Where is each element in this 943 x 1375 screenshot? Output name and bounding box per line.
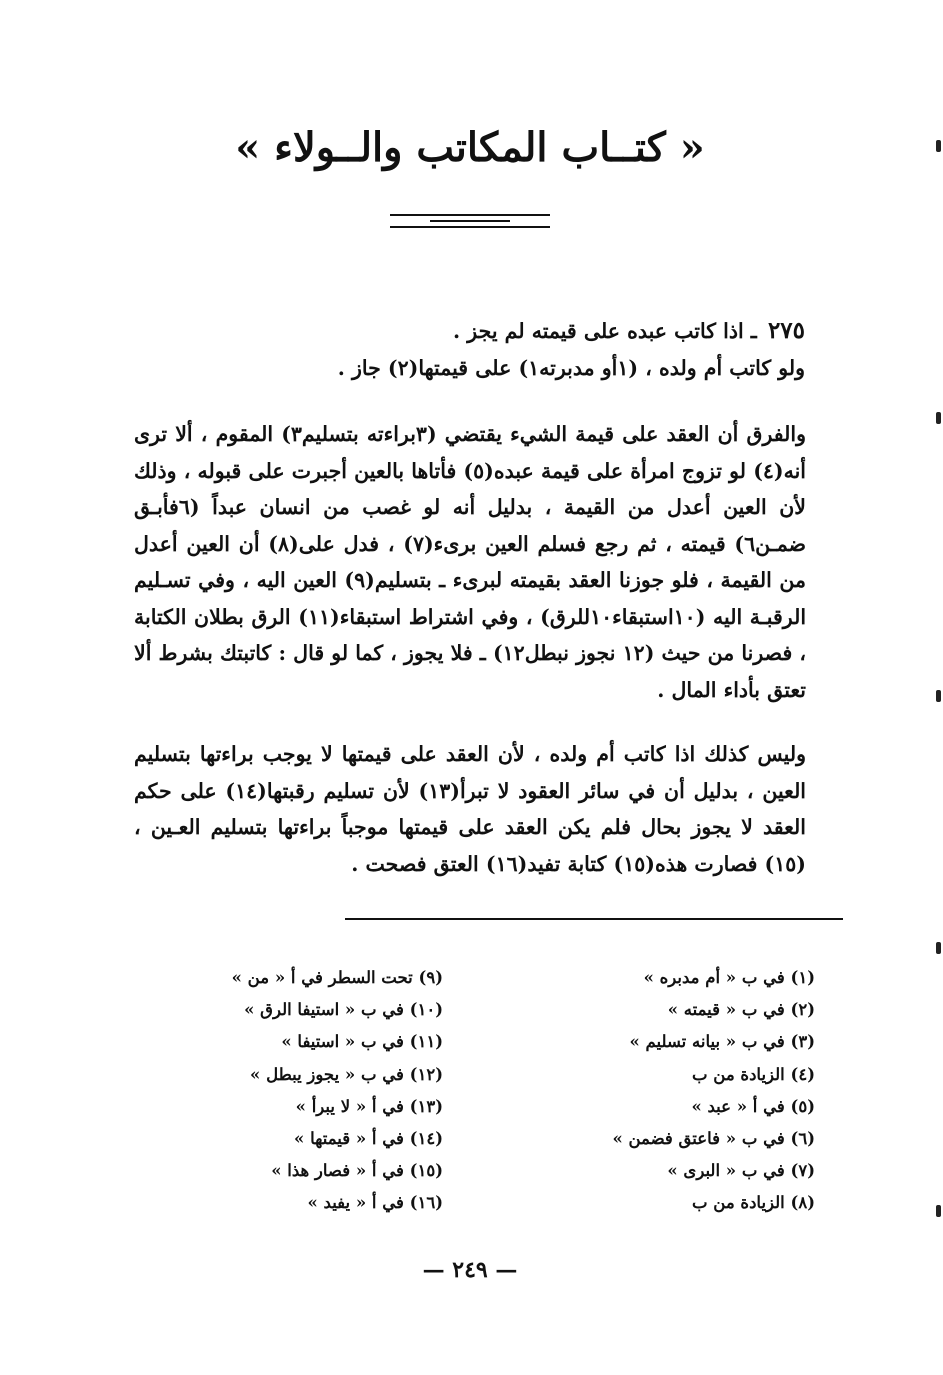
footnote-16: (١٦) في أ « يفيد » — [307, 1193, 443, 1213]
scan-edge-mark — [936, 140, 941, 152]
footnote-separator — [345, 918, 843, 920]
entry-number: ٢٧٥ — [767, 317, 805, 344]
title-ornament-divider — [390, 212, 550, 234]
footnotes-left-column — [203, 962, 443, 1220]
footnote-8: (٨) الزيادة من ب — [692, 1193, 815, 1213]
footnotes-right-column — [585, 962, 815, 1220]
footnote-3: (٣) في ب « بيانه تسليم » — [629, 1032, 815, 1052]
page-number: — ٢٤٩ — — [422, 1257, 518, 1283]
footnote-2: (٢) في ب « قيمته » — [667, 1000, 815, 1020]
entry-first-line — [245, 313, 805, 350]
footnote-7: (٧) في ب « البرى » — [667, 1161, 815, 1181]
footnote-1: (١) في ب « أم مدبره » — [643, 968, 815, 987]
footnote-6: (٦) في ب « فاعتق فضمن » — [612, 1129, 815, 1149]
scan-edge-mark — [936, 412, 941, 424]
paragraph-1: والفرق أن العقد على قيمة الشيء يقتضي (٣براءته بتسليم٣) المقوم ، ألا ترى أنه(٤) لو تزوج امرأة على قيمة عبده(٥) فأتاها بالعين أجبرت على قبوله ، وذلك لأن العين أعدل من القيمة ، بدليل أنه لو غصب من انسان عبداً (٦فأبـق ضمـن٦) قيمته ، ثم رجع فسلم العين برىء(٧) ، فدل على(٨) أن العين أعدل من القيمة ، فلو جوزنا العقد بقيمته لبرىء ـ بتسليم(٩) العين اليه ، وفي تسـليم الرقبـة اليه (١٠استبقاء١٠للرق) ، وفي اشتراط استبقاء(١١) الرق بطلان الكتابة ، فصرنا من حيث (١٢ نجوز نبطل١٢) ـ فلا يجوز ، كما لو قال : كاتبتك بشرط ألا تعتق بأداء المال . — [134, 422, 807, 702]
scan-edge-mark — [936, 690, 941, 702]
footnote-11: (١١) في ب « استيفا » — [281, 1032, 443, 1052]
entry-second-line: ولو كاتب أم ولده ، (١أو مدبرته١) على قيمتها(٢) جاز . — [337, 355, 805, 380]
chapter-title: « كتــاب المكاتب والــولاء » — [235, 124, 705, 171]
paragraph-2: وليس كذلك اذا كاتب أم ولده ، لأن العقد على قيمتها لا يوجب براءتها بتسليم العين ، بدليل أن في سائر العقود لا تبرأ(١٣) لأن تسليم رقبتها(١٤) على حكم العقد لا يجوز بحال فلم يكن العقد على قيمتها موجباً براءتها بتسليم العـين ، (١٥) فصارت هذه(١٥) كتابة تفيد(١٦) العتق فصحت . — [134, 742, 807, 876]
footnote-14: (١٤) في أ « قيمتها » — [294, 1129, 443, 1149]
scan-edge-mark — [936, 1205, 941, 1217]
footnote-15: (١٥) في أ « فصار هذا » — [271, 1161, 443, 1181]
footnote-5: (٥) في أ « عبد » — [691, 1096, 815, 1116]
entry-text: ـ اذا كاتب عبده على قيمته لم يجز . — [453, 319, 757, 343]
scan-edge-mark — [936, 942, 941, 954]
footnote-10: (١٠) في ب « استيفا الرق » — [244, 1000, 443, 1020]
footnote-12: (١٢) في ب « يجوز يبطل » — [250, 1064, 443, 1084]
footnote-9: (٩) تحت السطر في أ « من » — [231, 968, 443, 987]
footnote-13: (١٣) في أ « لا يبرأ » — [295, 1096, 443, 1116]
footnote-4: (٤) الزيادة من ب — [692, 1064, 815, 1084]
entry-heading — [245, 313, 805, 386]
